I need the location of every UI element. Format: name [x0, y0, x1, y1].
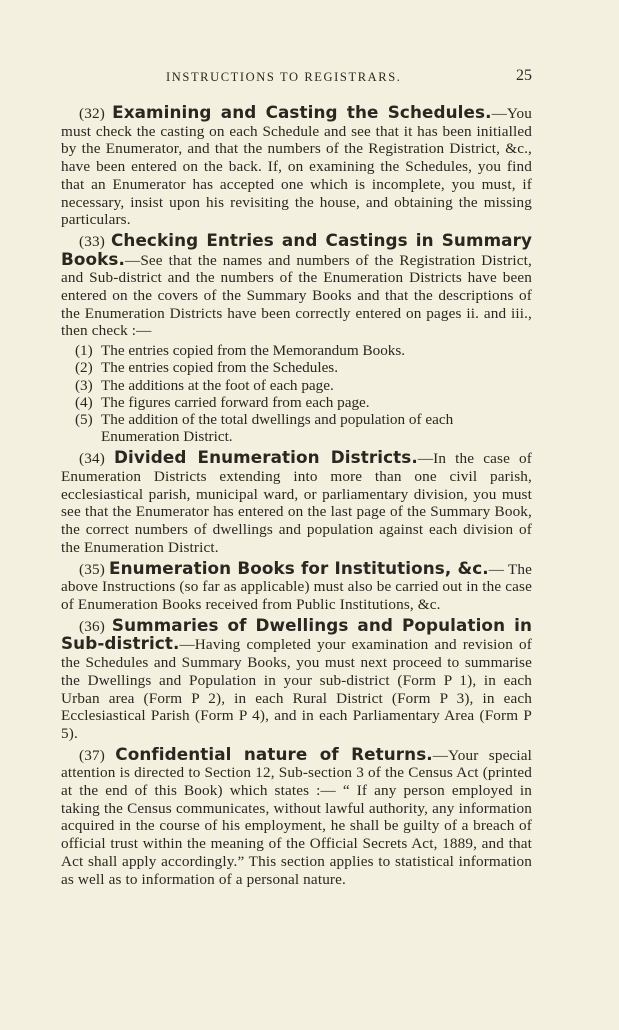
- section-32: [61, 104, 532, 229]
- running-head: [61, 67, 532, 96]
- section-35: [61, 557, 532, 614]
- list-item-number: (3): [75, 376, 93, 394]
- list-item-number: (5): [75, 410, 93, 428]
- page-number: 25: [516, 67, 532, 84]
- section-heading: Summaries of Dwellings and Population in Sub-district.: [61, 614, 532, 654]
- list-item-text: The figures carried forward from each page.: [101, 393, 370, 411]
- section-number: (36): [79, 617, 105, 635]
- list-item: [61, 342, 532, 359]
- section-heading: Checking Entries and Castings in Summary Books.: [61, 229, 532, 269]
- list-item: [61, 377, 532, 394]
- section-body: —See that the names and numbers of the Registration District, and Sub-district and the numbers of the Enumeration Districts have been entered on the covers of the Summary Books and that the descriptions of the Enumeration Districts have been correctly entered on pages ii. and iii., then check :—: [61, 251, 532, 340]
- section-body: —Your special attention is directed to Section 12, Sub-section 3 of the Census Act (printed at the end of this Book) which states :—: [61, 746, 533, 800]
- list-item: [61, 359, 532, 376]
- list-item: [61, 394, 532, 411]
- quoted-statute: “ If any person employed in taking the Census communicates, without lawful authority, any information acquired in the course of his employment, he shall be guilty of a breach of official trust within the meaning of the Official Secrets Act, 1889, and that Act shall apply accordingly.” This section applies to statistical information as well as to information of a personal nature.: [61, 782, 533, 888]
- section-body: — The above Instructions (so far as applicable) must also be carried out in the case of Enumeration Books received from Public Institutions, &c.: [61, 560, 532, 613]
- list-item-number: (2): [75, 359, 93, 377]
- check-list: [61, 342, 532, 445]
- section-body: —In the case of Enumeration Districts extending into more than one civil parish, ecclesiastical parish, municipal ward, or parliamentary division, you must see that the Enumerator has entered on the last page of the Summary Book, the correct numbers of dwellings and population against each division of the Enumeration District.: [61, 450, 533, 556]
- section-number: (37): [79, 746, 105, 764]
- section-37: [61, 743, 533, 889]
- list-item-text: The entries copied from the Memorandum Books.: [101, 342, 406, 360]
- section-34: [61, 449, 532, 556]
- section-heading: Divided Enumeration Districts.: [113, 447, 418, 468]
- list-item-text: The addition of the total dwellings and population of each Enumeration District.: [101, 410, 454, 446]
- section-body: —Having completed your examination and revision of the Schedules and Summary Books, you must next proceed to summarise the Dwellings and Population in your sub-district (Form P 1), in each Urban area (Form P 2), in each Rural District (Form P 3), in each Ecclesiastical Parish (Form P 4), and in each Parliamentary Area (Form P 5).: [61, 636, 532, 742]
- section-number: (35): [79, 560, 105, 578]
- list-item: [61, 411, 532, 445]
- list-item-text: The entries copied from the Schedules.: [101, 359, 339, 377]
- list-item-text: The additions at the foot of each page.: [101, 376, 334, 394]
- section-number: (33): [79, 232, 105, 250]
- list-item-number: (1): [75, 342, 93, 360]
- running-title: INSTRUCTIONS TO REGISTRARS.: [166, 70, 402, 84]
- section-heading: Enumeration Books for Institutions, &c.: [109, 557, 489, 578]
- section-36: [61, 614, 532, 743]
- section-heading: Confidential nature of Returns.: [115, 743, 433, 764]
- section-body: —You must check the casting on each Schedule and see that it has been initialled by the Enumerator, and that the numbers of the Registration District, &c., have been entered on the back. If, on examining the Schedules, you find that an Enumerator has accepted one which is incomplete, you must, if necessary, insist upon his revisiting the house, and obtaining the missing particulars.: [61, 105, 532, 229]
- section-33: [61, 229, 532, 340]
- section-number: (32): [79, 105, 105, 122]
- section-heading: Examining and Casting the Schedules.: [112, 102, 492, 122]
- list-item-number: (4): [75, 393, 93, 411]
- section-number: (34): [79, 450, 105, 468]
